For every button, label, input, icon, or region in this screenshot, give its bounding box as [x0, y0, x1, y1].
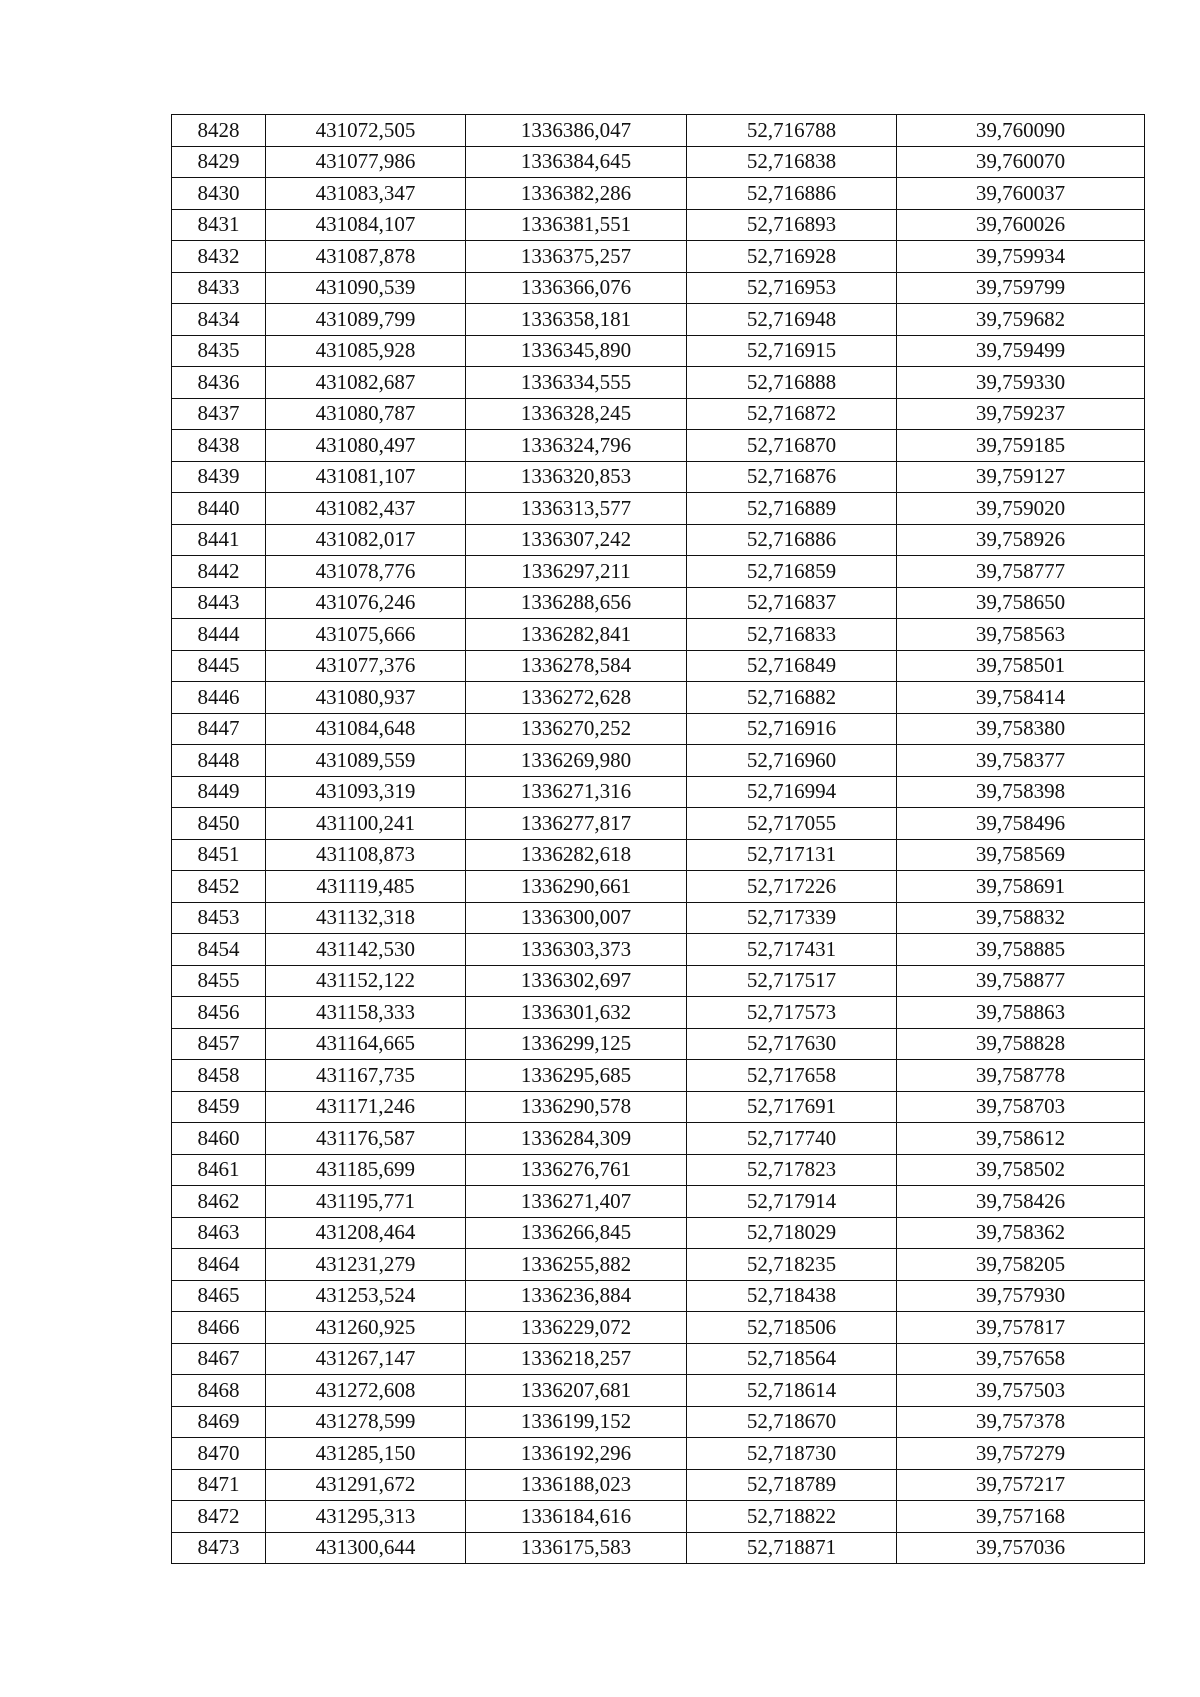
- y-coordinate-cell: 1336320,853: [466, 461, 687, 493]
- y-coordinate-cell: 1336184,616: [466, 1501, 687, 1533]
- latitude-cell: 52,718670: [687, 1406, 897, 1438]
- longitude-cell: 39,758502: [897, 1154, 1145, 1186]
- x-coordinate-cell: 431291,672: [266, 1469, 466, 1501]
- x-coordinate-cell: 431076,246: [266, 587, 466, 619]
- point-number-cell: 8432: [172, 241, 266, 273]
- table-row: [172, 1532, 1145, 1564]
- point-number-cell: 8455: [172, 965, 266, 997]
- table-row: [172, 808, 1145, 840]
- latitude-cell: 52,716888: [687, 367, 897, 399]
- y-coordinate-cell: 1336290,578: [466, 1091, 687, 1123]
- y-coordinate-cell: 1336303,373: [466, 934, 687, 966]
- latitude-cell: 52,716893: [687, 209, 897, 241]
- y-coordinate-cell: 1336175,583: [466, 1532, 687, 1564]
- table-row: [172, 272, 1145, 304]
- y-coordinate-cell: 1336266,845: [466, 1217, 687, 1249]
- longitude-cell: 39,758414: [897, 682, 1145, 714]
- x-coordinate-cell: 431285,150: [266, 1438, 466, 1470]
- table-row: [172, 1469, 1145, 1501]
- x-coordinate-cell: 431084,648: [266, 713, 466, 745]
- x-coordinate-cell: 431081,107: [266, 461, 466, 493]
- y-coordinate-cell: 1336277,817: [466, 808, 687, 840]
- table-row: [172, 619, 1145, 651]
- x-coordinate-cell: 431089,559: [266, 745, 466, 777]
- table-row: [172, 524, 1145, 556]
- latitude-cell: 52,716915: [687, 335, 897, 367]
- point-number-cell: 8460: [172, 1123, 266, 1155]
- latitude-cell: 52,718871: [687, 1532, 897, 1564]
- y-coordinate-cell: 1336269,980: [466, 745, 687, 777]
- longitude-cell: 39,758691: [897, 871, 1145, 903]
- point-number-cell: 8441: [172, 524, 266, 556]
- x-coordinate-cell: 431077,986: [266, 146, 466, 178]
- x-coordinate-cell: 431084,107: [266, 209, 466, 241]
- latitude-cell: 52,717431: [687, 934, 897, 966]
- x-coordinate-cell: 431142,530: [266, 934, 466, 966]
- point-number-cell: 8462: [172, 1186, 266, 1218]
- x-coordinate-cell: 431260,925: [266, 1312, 466, 1344]
- x-coordinate-cell: 431267,147: [266, 1343, 466, 1375]
- y-coordinate-cell: 1336207,681: [466, 1375, 687, 1407]
- point-number-cell: 8461: [172, 1154, 266, 1186]
- longitude-cell: 39,757217: [897, 1469, 1145, 1501]
- table-row: [172, 997, 1145, 1029]
- latitude-cell: 52,716872: [687, 398, 897, 430]
- longitude-cell: 39,757930: [897, 1280, 1145, 1312]
- coordinates-table-body: [172, 115, 1145, 1564]
- x-coordinate-cell: 431152,122: [266, 965, 466, 997]
- y-coordinate-cell: 1336382,286: [466, 178, 687, 210]
- table-row: [172, 713, 1145, 745]
- y-coordinate-cell: 1336229,072: [466, 1312, 687, 1344]
- latitude-cell: 52,718730: [687, 1438, 897, 1470]
- longitude-cell: 39,758877: [897, 965, 1145, 997]
- latitude-cell: 52,716833: [687, 619, 897, 651]
- longitude-cell: 39,758778: [897, 1060, 1145, 1092]
- table-row: [172, 1217, 1145, 1249]
- table-row: [172, 1406, 1145, 1438]
- latitude-cell: 52,716916: [687, 713, 897, 745]
- table-row: [172, 335, 1145, 367]
- table-row: [172, 1123, 1145, 1155]
- y-coordinate-cell: 1336270,252: [466, 713, 687, 745]
- longitude-cell: 39,758205: [897, 1249, 1145, 1281]
- longitude-cell: 39,758777: [897, 556, 1145, 588]
- latitude-cell: 52,716837: [687, 587, 897, 619]
- latitude-cell: 52,716788: [687, 115, 897, 147]
- x-coordinate-cell: 431176,587: [266, 1123, 466, 1155]
- x-coordinate-cell: 431195,771: [266, 1186, 466, 1218]
- table-row: [172, 745, 1145, 777]
- table-row: [172, 178, 1145, 210]
- x-coordinate-cell: 431300,644: [266, 1532, 466, 1564]
- x-coordinate-cell: 431085,928: [266, 335, 466, 367]
- longitude-cell: 39,757503: [897, 1375, 1145, 1407]
- longitude-cell: 39,758398: [897, 776, 1145, 808]
- point-number-cell: 8431: [172, 209, 266, 241]
- x-coordinate-cell: 431167,735: [266, 1060, 466, 1092]
- y-coordinate-cell: 1336324,796: [466, 430, 687, 462]
- longitude-cell: 39,759185: [897, 430, 1145, 462]
- point-number-cell: 8473: [172, 1532, 266, 1564]
- table-row: [172, 587, 1145, 619]
- table-row: [172, 556, 1145, 588]
- table-row: [172, 241, 1145, 273]
- table-row: [172, 682, 1145, 714]
- point-number-cell: 8443: [172, 587, 266, 619]
- point-number-cell: 8472: [172, 1501, 266, 1533]
- point-number-cell: 8467: [172, 1343, 266, 1375]
- y-coordinate-cell: 1336307,242: [466, 524, 687, 556]
- y-coordinate-cell: 1336345,890: [466, 335, 687, 367]
- longitude-cell: 39,758650: [897, 587, 1145, 619]
- y-coordinate-cell: 1336381,551: [466, 209, 687, 241]
- latitude-cell: 52,718789: [687, 1469, 897, 1501]
- x-coordinate-cell: 431080,497: [266, 430, 466, 462]
- table-row: [172, 367, 1145, 399]
- point-number-cell: 8466: [172, 1312, 266, 1344]
- longitude-cell: 39,758863: [897, 997, 1145, 1029]
- y-coordinate-cell: 1336271,316: [466, 776, 687, 808]
- longitude-cell: 39,759682: [897, 304, 1145, 336]
- longitude-cell: 39,758377: [897, 745, 1145, 777]
- y-coordinate-cell: 1336188,023: [466, 1469, 687, 1501]
- y-coordinate-cell: 1336272,628: [466, 682, 687, 714]
- point-number-cell: 8436: [172, 367, 266, 399]
- table-row: [172, 871, 1145, 903]
- x-coordinate-cell: 431078,776: [266, 556, 466, 588]
- longitude-cell: 39,758703: [897, 1091, 1145, 1123]
- latitude-cell: 52,716859: [687, 556, 897, 588]
- x-coordinate-cell: 431082,017: [266, 524, 466, 556]
- x-coordinate-cell: 431080,787: [266, 398, 466, 430]
- latitude-cell: 52,718822: [687, 1501, 897, 1533]
- coordinates-table: [171, 114, 1145, 1564]
- latitude-cell: 52,718438: [687, 1280, 897, 1312]
- x-coordinate-cell: 431278,599: [266, 1406, 466, 1438]
- point-number-cell: 8470: [172, 1438, 266, 1470]
- table-row: [172, 902, 1145, 934]
- table-row: [172, 146, 1145, 178]
- table-row: [172, 1438, 1145, 1470]
- latitude-cell: 52,716948: [687, 304, 897, 336]
- latitude-cell: 52,716994: [687, 776, 897, 808]
- x-coordinate-cell: 431083,347: [266, 178, 466, 210]
- table-row: [172, 304, 1145, 336]
- x-coordinate-cell: 431080,937: [266, 682, 466, 714]
- longitude-cell: 39,760070: [897, 146, 1145, 178]
- longitude-cell: 39,758926: [897, 524, 1145, 556]
- table-row: [172, 1186, 1145, 1218]
- longitude-cell: 39,757817: [897, 1312, 1145, 1344]
- table-row: [172, 1343, 1145, 1375]
- longitude-cell: 39,760026: [897, 209, 1145, 241]
- point-number-cell: 8456: [172, 997, 266, 1029]
- x-coordinate-cell: 431171,246: [266, 1091, 466, 1123]
- longitude-cell: 39,759499: [897, 335, 1145, 367]
- latitude-cell: 52,717339: [687, 902, 897, 934]
- longitude-cell: 39,758426: [897, 1186, 1145, 1218]
- latitude-cell: 52,717573: [687, 997, 897, 1029]
- point-number-cell: 8453: [172, 902, 266, 934]
- x-coordinate-cell: 431089,799: [266, 304, 466, 336]
- longitude-cell: 39,758828: [897, 1028, 1145, 1060]
- point-number-cell: 8437: [172, 398, 266, 430]
- latitude-cell: 52,718029: [687, 1217, 897, 1249]
- table-row: [172, 1312, 1145, 1344]
- latitude-cell: 52,717691: [687, 1091, 897, 1123]
- longitude-cell: 39,759127: [897, 461, 1145, 493]
- point-number-cell: 8465: [172, 1280, 266, 1312]
- point-number-cell: 8447: [172, 713, 266, 745]
- longitude-cell: 39,759799: [897, 272, 1145, 304]
- y-coordinate-cell: 1336302,697: [466, 965, 687, 997]
- y-coordinate-cell: 1336284,309: [466, 1123, 687, 1155]
- latitude-cell: 52,717740: [687, 1123, 897, 1155]
- latitude-cell: 52,717226: [687, 871, 897, 903]
- point-number-cell: 8463: [172, 1217, 266, 1249]
- point-number-cell: 8435: [172, 335, 266, 367]
- x-coordinate-cell: 431090,539: [266, 272, 466, 304]
- x-coordinate-cell: 431132,318: [266, 902, 466, 934]
- point-number-cell: 8450: [172, 808, 266, 840]
- longitude-cell: 39,758380: [897, 713, 1145, 745]
- latitude-cell: 52,716838: [687, 146, 897, 178]
- y-coordinate-cell: 1336375,257: [466, 241, 687, 273]
- point-number-cell: 8451: [172, 839, 266, 871]
- latitude-cell: 52,716876: [687, 461, 897, 493]
- x-coordinate-cell: 431100,241: [266, 808, 466, 840]
- table-row: [172, 776, 1145, 808]
- point-number-cell: 8464: [172, 1249, 266, 1281]
- longitude-cell: 39,758362: [897, 1217, 1145, 1249]
- point-number-cell: 8469: [172, 1406, 266, 1438]
- table-row: [172, 430, 1145, 462]
- latitude-cell: 52,716889: [687, 493, 897, 525]
- x-coordinate-cell: 431272,608: [266, 1375, 466, 1407]
- table-row: [172, 1154, 1145, 1186]
- table-row: [172, 1375, 1145, 1407]
- latitude-cell: 52,716886: [687, 178, 897, 210]
- table-row: [172, 1249, 1145, 1281]
- y-coordinate-cell: 1336290,661: [466, 871, 687, 903]
- y-coordinate-cell: 1336282,841: [466, 619, 687, 651]
- y-coordinate-cell: 1336313,577: [466, 493, 687, 525]
- latitude-cell: 52,716849: [687, 650, 897, 682]
- longitude-cell: 39,758563: [897, 619, 1145, 651]
- y-coordinate-cell: 1336199,152: [466, 1406, 687, 1438]
- longitude-cell: 39,758569: [897, 839, 1145, 871]
- longitude-cell: 39,757378: [897, 1406, 1145, 1438]
- latitude-cell: 52,716882: [687, 682, 897, 714]
- x-coordinate-cell: 431185,699: [266, 1154, 466, 1186]
- point-number-cell: 8428: [172, 115, 266, 147]
- table-row: [172, 493, 1145, 525]
- point-number-cell: 8438: [172, 430, 266, 462]
- y-coordinate-cell: 1336218,257: [466, 1343, 687, 1375]
- point-number-cell: 8430: [172, 178, 266, 210]
- point-number-cell: 8434: [172, 304, 266, 336]
- longitude-cell: 39,758885: [897, 934, 1145, 966]
- point-number-cell: 8439: [172, 461, 266, 493]
- x-coordinate-cell: 431295,313: [266, 1501, 466, 1533]
- longitude-cell: 39,759934: [897, 241, 1145, 273]
- point-number-cell: 8440: [172, 493, 266, 525]
- table-row: [172, 398, 1145, 430]
- y-coordinate-cell: 1336384,645: [466, 146, 687, 178]
- point-number-cell: 8442: [172, 556, 266, 588]
- x-coordinate-cell: 431253,524: [266, 1280, 466, 1312]
- y-coordinate-cell: 1336192,296: [466, 1438, 687, 1470]
- longitude-cell: 39,757279: [897, 1438, 1145, 1470]
- point-number-cell: 8429: [172, 146, 266, 178]
- x-coordinate-cell: 431087,878: [266, 241, 466, 273]
- x-coordinate-cell: 431208,464: [266, 1217, 466, 1249]
- point-number-cell: 8449: [172, 776, 266, 808]
- table-row: [172, 1280, 1145, 1312]
- x-coordinate-cell: 431072,505: [266, 115, 466, 147]
- point-number-cell: 8454: [172, 934, 266, 966]
- latitude-cell: 52,718235: [687, 1249, 897, 1281]
- table-row: [172, 115, 1145, 147]
- y-coordinate-cell: 1336288,656: [466, 587, 687, 619]
- point-number-cell: 8433: [172, 272, 266, 304]
- table-row: [172, 934, 1145, 966]
- x-coordinate-cell: 431075,666: [266, 619, 466, 651]
- y-coordinate-cell: 1336295,685: [466, 1060, 687, 1092]
- longitude-cell: 39,758612: [897, 1123, 1145, 1155]
- table-row: [172, 1091, 1145, 1123]
- y-coordinate-cell: 1336334,555: [466, 367, 687, 399]
- y-coordinate-cell: 1336276,761: [466, 1154, 687, 1186]
- point-number-cell: 8458: [172, 1060, 266, 1092]
- longitude-cell: 39,757168: [897, 1501, 1145, 1533]
- point-number-cell: 8446: [172, 682, 266, 714]
- latitude-cell: 52,717517: [687, 965, 897, 997]
- y-coordinate-cell: 1336278,584: [466, 650, 687, 682]
- table-row: [172, 209, 1145, 241]
- table-row: [172, 965, 1145, 997]
- table-row: [172, 839, 1145, 871]
- longitude-cell: 39,759020: [897, 493, 1145, 525]
- point-number-cell: 8445: [172, 650, 266, 682]
- point-number-cell: 8459: [172, 1091, 266, 1123]
- x-coordinate-cell: 431093,319: [266, 776, 466, 808]
- y-coordinate-cell: 1336236,884: [466, 1280, 687, 1312]
- x-coordinate-cell: 431082,687: [266, 367, 466, 399]
- latitude-cell: 52,716953: [687, 272, 897, 304]
- latitude-cell: 52,717914: [687, 1186, 897, 1218]
- x-coordinate-cell: 431158,333: [266, 997, 466, 1029]
- y-coordinate-cell: 1336300,007: [466, 902, 687, 934]
- latitude-cell: 52,718506: [687, 1312, 897, 1344]
- longitude-cell: 39,759237: [897, 398, 1145, 430]
- point-number-cell: 8444: [172, 619, 266, 651]
- y-coordinate-cell: 1336366,076: [466, 272, 687, 304]
- latitude-cell: 52,717658: [687, 1060, 897, 1092]
- table-row: [172, 461, 1145, 493]
- longitude-cell: 39,760090: [897, 115, 1145, 147]
- table-row: [172, 1028, 1145, 1060]
- y-coordinate-cell: 1336255,882: [466, 1249, 687, 1281]
- latitude-cell: 52,718564: [687, 1343, 897, 1375]
- longitude-cell: 39,760037: [897, 178, 1145, 210]
- point-number-cell: 8468: [172, 1375, 266, 1407]
- y-coordinate-cell: 1336299,125: [466, 1028, 687, 1060]
- latitude-cell: 52,717055: [687, 808, 897, 840]
- latitude-cell: 52,717823: [687, 1154, 897, 1186]
- x-coordinate-cell: 431082,437: [266, 493, 466, 525]
- latitude-cell: 52,716928: [687, 241, 897, 273]
- latitude-cell: 52,716960: [687, 745, 897, 777]
- point-number-cell: 8457: [172, 1028, 266, 1060]
- latitude-cell: 52,717630: [687, 1028, 897, 1060]
- longitude-cell: 39,758501: [897, 650, 1145, 682]
- longitude-cell: 39,757036: [897, 1532, 1145, 1564]
- x-coordinate-cell: 431164,665: [266, 1028, 466, 1060]
- point-number-cell: 8452: [172, 871, 266, 903]
- longitude-cell: 39,759330: [897, 367, 1145, 399]
- y-coordinate-cell: 1336297,211: [466, 556, 687, 588]
- latitude-cell: 52,718614: [687, 1375, 897, 1407]
- latitude-cell: 52,717131: [687, 839, 897, 871]
- table-row: [172, 1501, 1145, 1533]
- table-row: [172, 1060, 1145, 1092]
- y-coordinate-cell: 1336301,632: [466, 997, 687, 1029]
- y-coordinate-cell: 1336328,245: [466, 398, 687, 430]
- longitude-cell: 39,758832: [897, 902, 1145, 934]
- x-coordinate-cell: 431231,279: [266, 1249, 466, 1281]
- longitude-cell: 39,757658: [897, 1343, 1145, 1375]
- point-number-cell: 8471: [172, 1469, 266, 1501]
- y-coordinate-cell: 1336386,047: [466, 115, 687, 147]
- x-coordinate-cell: 431119,485: [266, 871, 466, 903]
- y-coordinate-cell: 1336271,407: [466, 1186, 687, 1218]
- x-coordinate-cell: 431077,376: [266, 650, 466, 682]
- y-coordinate-cell: 1336358,181: [466, 304, 687, 336]
- point-number-cell: 8448: [172, 745, 266, 777]
- y-coordinate-cell: 1336282,618: [466, 839, 687, 871]
- x-coordinate-cell: 431108,873: [266, 839, 466, 871]
- table-row: [172, 650, 1145, 682]
- latitude-cell: 52,716886: [687, 524, 897, 556]
- longitude-cell: 39,758496: [897, 808, 1145, 840]
- latitude-cell: 52,716870: [687, 430, 897, 462]
